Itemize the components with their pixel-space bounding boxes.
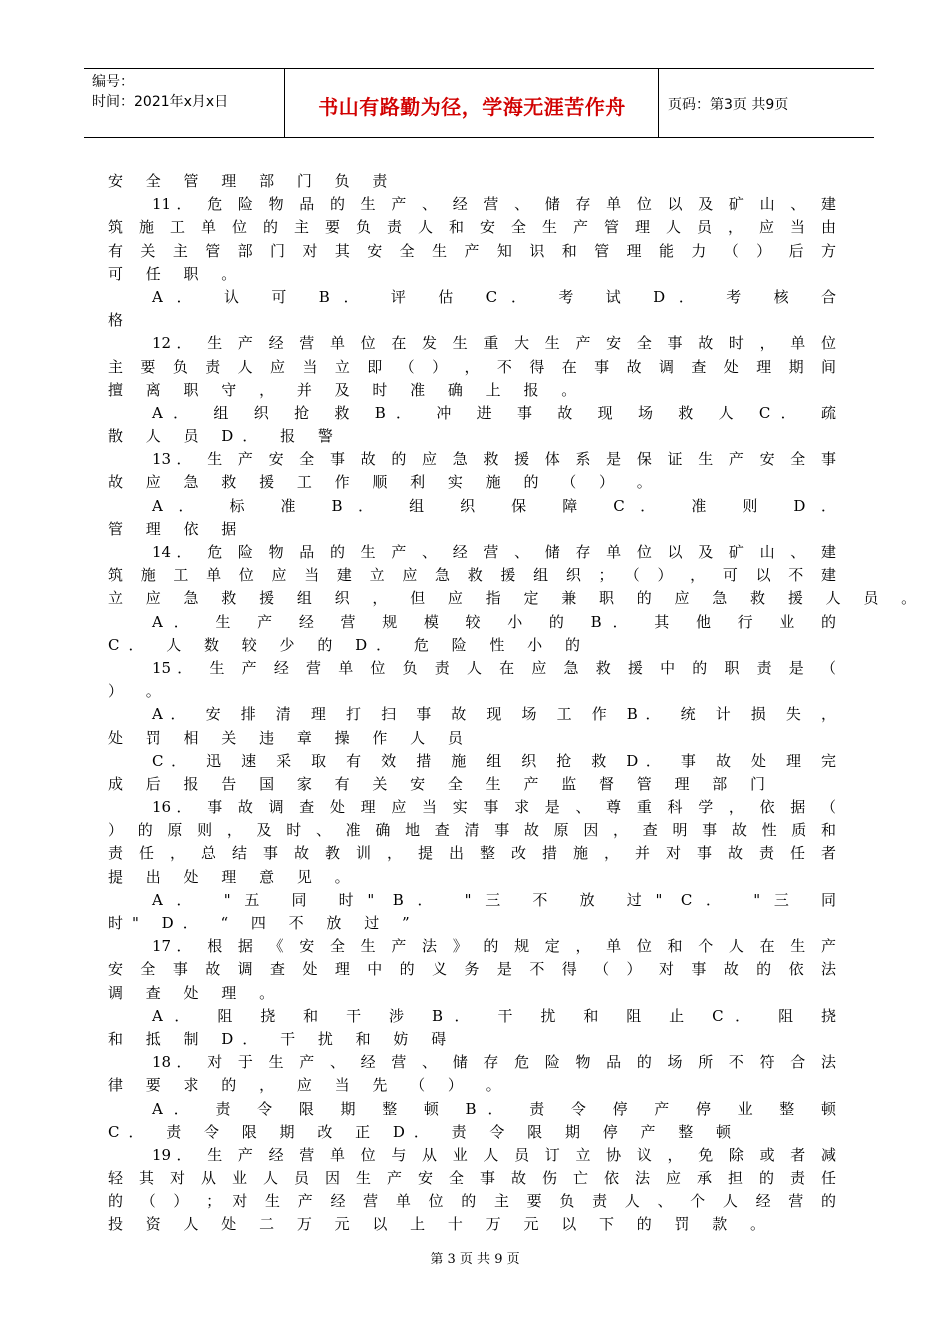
text-line: 筑 施 工 单 位 的 主 要 负 责 人 和 安 全 生 产 管 理 人 员 ， 应 当 由 bbox=[108, 218, 836, 237]
text-line: A． 认 可 B． 评 估 C． 考 试 D． 考 核 合 bbox=[152, 287, 836, 306]
header-divider-left bbox=[284, 69, 285, 137]
text-line: 16． 事 故 调 查 处 理 应 当 实 事 求 是 、 尊 重 科 学 ， 依 据 （ bbox=[152, 798, 836, 817]
text-line: A． "五 同 时" B． "三 不 放 过" C． "三 同 bbox=[152, 890, 836, 909]
text-line: 责 任 ， 总 结 事 故 教 训 ， 提 出 整 改 措 施 ， 并 对 事 故 责 任 者 bbox=[108, 844, 836, 863]
document-number-label: 编号： bbox=[92, 74, 134, 90]
text-line: 擅 离 职 守 ， 并 及 时 准 确 上 报 。 bbox=[108, 380, 586, 399]
text-line: 有 关 主 管 部 门 对 其 安 全 生 产 知 识 和 管 理 能 力 （ ） 后 方 bbox=[108, 241, 836, 260]
document-body bbox=[108, 170, 926, 1237]
text-line: 12． 生 产 经 营 单 位 在 发 生 重 大 生 产 安 全 事 故 时 ， 单 位 bbox=[152, 334, 836, 353]
page-footer: 第 3 页 共 9 页 bbox=[430, 1252, 520, 1267]
text-line: 提 出 处 理 意 见 。 bbox=[108, 867, 359, 886]
header-meta bbox=[92, 72, 228, 112]
text-line: ） 。 bbox=[108, 682, 170, 701]
text-line: 14． 危 险 物 品 的 生 产 、 经 营 、 储 存 单 位 以 及 矿 山 、 建 bbox=[152, 543, 836, 561]
text-line: 投 资 人 处 二 万 元 以 上 十 万 元 以 下 的 罚 款 。 bbox=[108, 1215, 775, 1234]
text-line: 13． 生 产 安 全 事 故 的 应 急 救 援 体 系 是 保 证 生 产 安 全 事 bbox=[152, 450, 836, 469]
text-line: C． 责 令 限 期 改 正 D． 责 令 限 期 停 产 整 顿 bbox=[108, 1122, 741, 1141]
text-line: A． 组 织 抢 救 B． 冲 进 事 故 现 场 救 人 C． 疏 bbox=[152, 403, 836, 422]
text-line: 故 应 急 救 援 工 作 顺 利 实 施 的 （ ） 。 bbox=[108, 473, 661, 492]
text-line: 成 后 报 告 国 家 有 关 安 全 生 产 监 督 管 理 部 门 bbox=[108, 774, 775, 793]
text-line: A． 阻 挠 和 干 涉 B． 干 扰 和 阻 止 C． 阻 挠 bbox=[152, 1006, 836, 1025]
text-line: A． 生 产 经 营 规 模 较 小 的 B． 其 他 行 业 的 bbox=[152, 612, 836, 631]
text-line: A． 责 令 限 期 整 顿 B． 责 令 停 产 停 业 整 顿 bbox=[152, 1099, 836, 1118]
text-line: 安 全 管 理 部 门 负 责 bbox=[108, 172, 397, 190]
text-line: 时" D． “ 四 不 放 过 ” bbox=[108, 914, 419, 932]
text-line: 和 抵 制 D． 干 扰 和 妨 碍 bbox=[108, 1029, 456, 1048]
text-line: 轻 其 对 从 业 人 员 因 生 产 安 全 事 故 伤 亡 依 法 应 承 担 的 责 任 bbox=[108, 1169, 836, 1188]
text-line: 安 全 事 故 调 查 处 理 中 的 义 务 是 不 得 （ ） 对 事 故 的 依 法 bbox=[108, 960, 836, 979]
text-line: 律 要 求 的 ， 应 当 先 （ ） 。 bbox=[108, 1076, 510, 1095]
text-line: 立 应 急 救 援 组 织 ， 但 应 指 定 兼 职 的 应 急 救 援 人 员 。 bbox=[108, 589, 926, 608]
text-line: C． 人 数 较 少 的 D． 危 险 性 小 的 bbox=[108, 635, 589, 654]
text-line: 17． 根 据 《 安 全 生 产 法 》 的 规 定 ， 单 位 和 个 人 在 生 产 bbox=[152, 937, 836, 956]
text-line: ） 的 原 则 ， 及 时 、 准 确 地 查 清 事 故 原 因 ， 查 明 事 故 性 质 和 bbox=[108, 821, 836, 840]
text-line: 11． 危 险 物 品 的 生 产 、 经 营 、 储 存 单 位 以 及 矿 山 、 建 bbox=[152, 195, 836, 214]
text-line: 15． 生 产 经 营 单 位 负 责 人 在 应 急 救 援 中 的 职 责 是 （ bbox=[152, 658, 836, 677]
text-line: 处 罚 相 关 违 章 操 作 人 员 bbox=[108, 728, 472, 747]
text-line: A． 标 准 B． 组 织 保 障 C． 准 则 D． bbox=[152, 496, 836, 515]
text-line: 19． 生 产 经 营 单 位 与 从 业 人 员 订 立 协 议 ， 免 除 或 者 减 bbox=[152, 1145, 836, 1164]
text-line: 筑 施 工 单 位 应 当 建 立 应 急 救 援 组 织 ； （ ） ， 可 以 不 建 bbox=[108, 566, 836, 585]
header-motto: 书山有路勤为径，学海无涯苦作舟 bbox=[318, 95, 626, 119]
text-line: C． 迅 速 采 取 有 效 措 施 组 织 抢 救 D． 事 故 处 理 完 bbox=[152, 751, 836, 770]
text-line: 可 任 职 。 bbox=[108, 264, 246, 283]
text-line: A． 安 排 清 理 打 扫 事 故 现 场 工 作 B． 统 计 损 失 ， bbox=[152, 705, 836, 724]
page-header bbox=[84, 68, 874, 138]
date-line: 时间：2021年x月x日 bbox=[92, 94, 229, 110]
text-line: 格 bbox=[108, 311, 133, 330]
text-line: 的 （ ） ； 对 生 产 经 营 单 位 的 主 要 负 责 人 、 个 人 经 营 的 bbox=[108, 1192, 836, 1211]
text-line: 调 查 处 理 。 bbox=[108, 983, 284, 1002]
text-line: 散 人 员 D． 报 警 bbox=[108, 427, 342, 446]
header-divider-right bbox=[658, 69, 659, 137]
text-line: 主 要 负 责 人 应 当 立 即 （ ） ， 不 得 在 事 故 调 查 处 理 期 间 bbox=[108, 357, 836, 376]
header-page-info: 页码：第3页 共9页 bbox=[668, 97, 789, 113]
text-line: 管 理 依 据 bbox=[108, 519, 246, 538]
text-line: 18． 对 于 生 产 、 经 营 、 储 存 危 险 物 品 的 场 所 不 符 合 法 bbox=[152, 1053, 836, 1072]
